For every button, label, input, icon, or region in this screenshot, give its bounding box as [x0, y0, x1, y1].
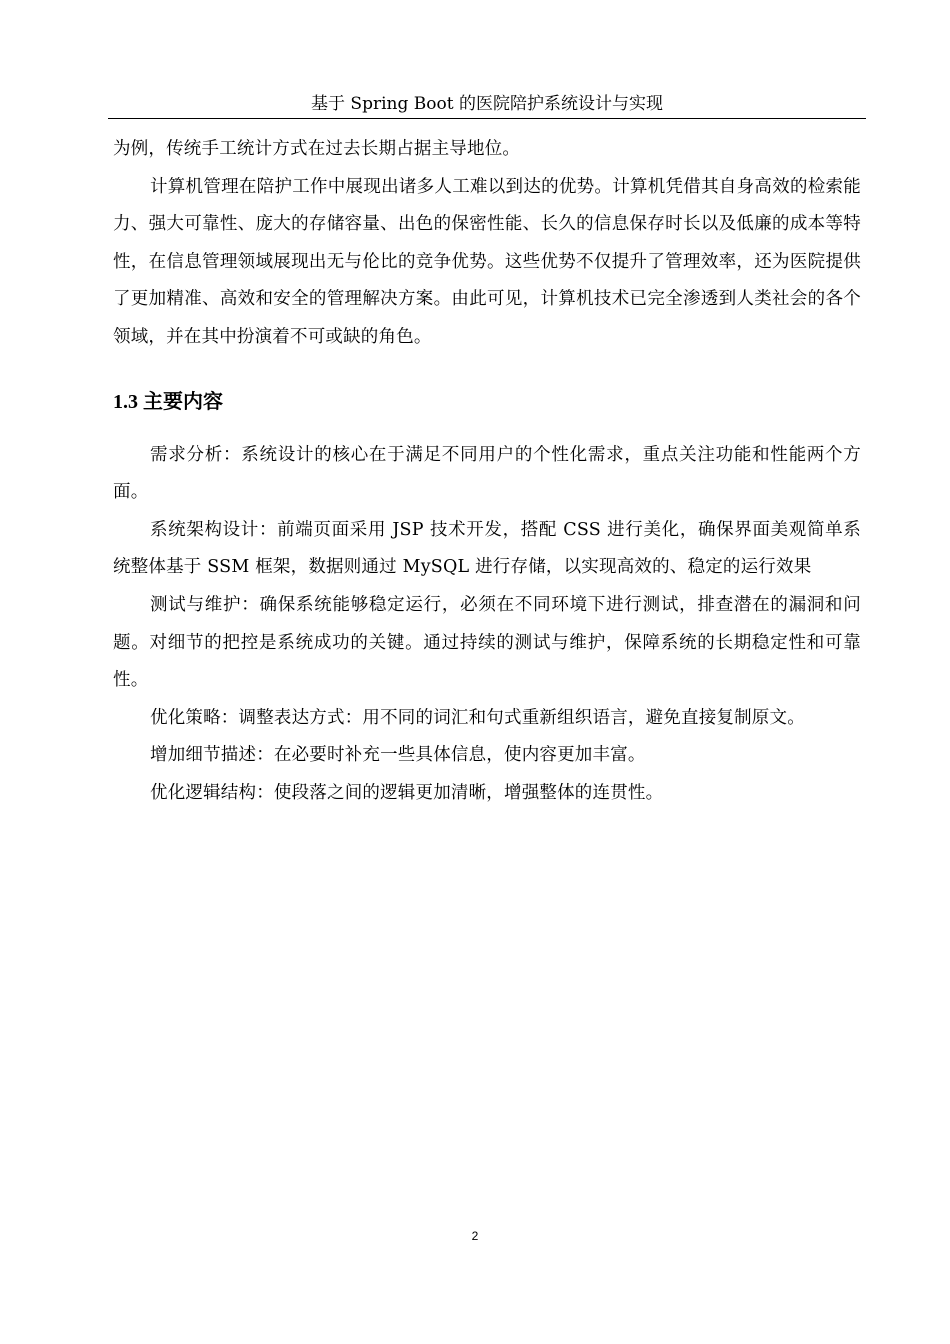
paragraph-logic-structure: 优化逻辑结构：使段落之间的逻辑更加清晰，增强整体的连贯性。 [150, 782, 664, 803]
paragraph-testing-maintenance: 测试与维护：确保系统能够稳定运行，必须在不同环境下进行测试，排查潜在的漏洞和问题。对细节的把控是系统成功的关键。通过持续的测试与维护，保障系统的长期稳定性和可靠性。 [113, 594, 861, 691]
paragraph-system-architecture: 系统架构设计：前端页面采用 JSP 技术开发，搭配 CSS 进行美化，确保界面美观简单系统整体基于 SSM 框架，数据则通过 MySQL 进行存储，以实现高效的、稳定的运行效果 [113, 519, 861, 578]
paragraph-computer-management: 计算机管理在陪护工作中展现出诸多人工难以到达的优势。计算机凭借其自身高效的检索能力、强大可靠性、庞大的存储容量、出色的保密性能、长久的信息保存时长以及低廉的成本等特性，在信息管理领域展现出无与伦比的竞争优势。这些优势不仅提升了管理效率，还为医院提供了更加精准、高效和安全的管理解决方案。由此可见，计算机技术已完全渗透到人类社会的各个领域，并在其中扮演着不可或缺的角色。 [113, 176, 861, 347]
running-header: 基于 Spring Boot 的医院陪护系统设计与实现 [311, 94, 663, 114]
paragraph-optimization-strategy: 优化策略：调整表达方式：用不同的词汇和句式重新组织语言，避免直接复制原文。 [150, 707, 805, 728]
paragraph-requirements-analysis: 需求分析：系统设计的核心在于满足不同用户的个性化需求，重点关注功能和性能两个方面。 [113, 444, 861, 503]
paragraph-add-details: 增加细节描述：在必要时补充一些具体信息，使内容更加丰富。 [150, 745, 646, 766]
body-text [113, 131, 861, 813]
section-heading: 1.3 主要内容 [113, 390, 223, 413]
header-rule [108, 118, 866, 119]
page-number: 2 [471, 1229, 479, 1243]
paragraph-continuation: 为例，传统手工统计方式在过去长期占据主导地位。 [113, 139, 521, 159]
